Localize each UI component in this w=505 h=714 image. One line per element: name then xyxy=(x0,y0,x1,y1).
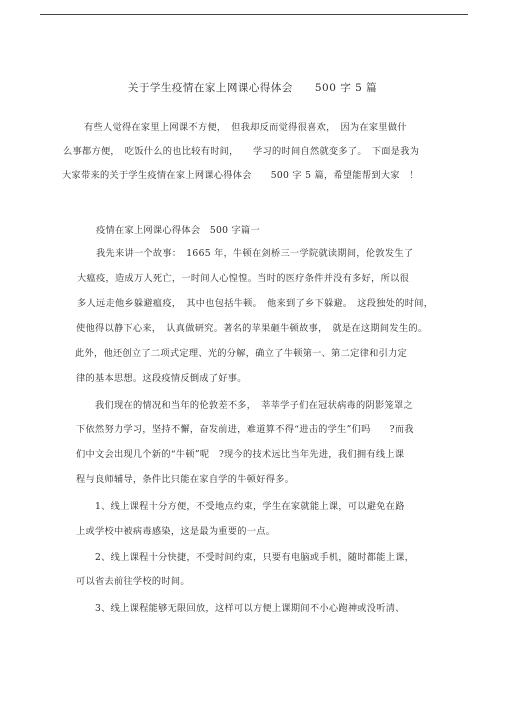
intro-line: 大家带来的关于学生疫情在家上网课心得体会 500 字 5 篇，希望能帮到大家 ！ xyxy=(62,170,419,181)
list-item-line: 上或学校中被病毒感染，这是最为重要的一点。 xyxy=(76,526,276,537)
intro-line: 有些人觉得在家里上网课不方便， 但我却反而觉得很喜欢， 因为在家里做什 xyxy=(84,122,407,133)
paragraph-line: 我先来讲一个故事： 1665 年，牛顿在剑桥三一学院就读期间，伦敦发生了 xyxy=(96,248,414,259)
list-item-line: 1、线上课程十分方便，不受地点约束，学生在家就能上课，可以避免在路 xyxy=(95,501,405,512)
paragraph-line: 多人远走他乡躲避瘟疫， 其中也包括牛顿。 他来到了乡下躲避。 这段独处的时间， xyxy=(77,298,434,309)
intro-line: 么事都方便， 吃饭什么的也比较有时间， 学习的时间自然就变多了。 下面是我为 xyxy=(63,146,420,157)
paragraph-line: 大瘟疫，造成万人死亡，一时间人心惶惶。当时的医疗条件并没有多好，所以很 xyxy=(77,273,410,284)
paragraph-line: 们中文会出现几个新的“牛顿”呢 ?现今的技术远比当年先进，我们拥有线上课 xyxy=(76,449,405,460)
header-rule xyxy=(40,14,468,15)
page-title: 关于学生疫情在家上网课心得体会 500 字 5 篇 xyxy=(127,82,378,94)
list-item-line: 2、线上课程十分快捷，不受时间约束，只要有电脑或手机，随时都能上课， xyxy=(95,552,415,563)
section-heading: 疫情在家上网课心得体会 500 字篇一 xyxy=(96,225,260,236)
paragraph-line: 此外，他还创立了二项式定理、光的分解，确立了牛顿第一、第二定律和引力定 xyxy=(75,348,408,359)
paragraph-line: 程与良师辅导，条件比只能在家自学的牛顿好得多。 xyxy=(76,474,295,485)
paragraph-line: 我们现在的情况和当年的伦敦差不多， 莘莘学子们在冠状病毒的阴影笼罩之 xyxy=(95,400,413,411)
list-item-line: 3、线上课程能够无限回放，这样可以方便上课期间不小心跑神或没听清、 xyxy=(95,603,405,614)
paragraph-line: 律的基本思想。这段疫情反倒成了好事。 xyxy=(76,373,247,384)
paragraph-line: 使他得以静下心来， 认真做研究。著名的苹果砸牛顿故事， 就是在这期间发生的。 xyxy=(76,323,428,334)
list-item-line: 可以省去前往学校的时间。 xyxy=(76,576,190,587)
paragraph-line: 下依然努力学习，坚持不懈，奋发前进，难道算不得“进击的学生”们吗 ?而我 xyxy=(76,424,414,435)
